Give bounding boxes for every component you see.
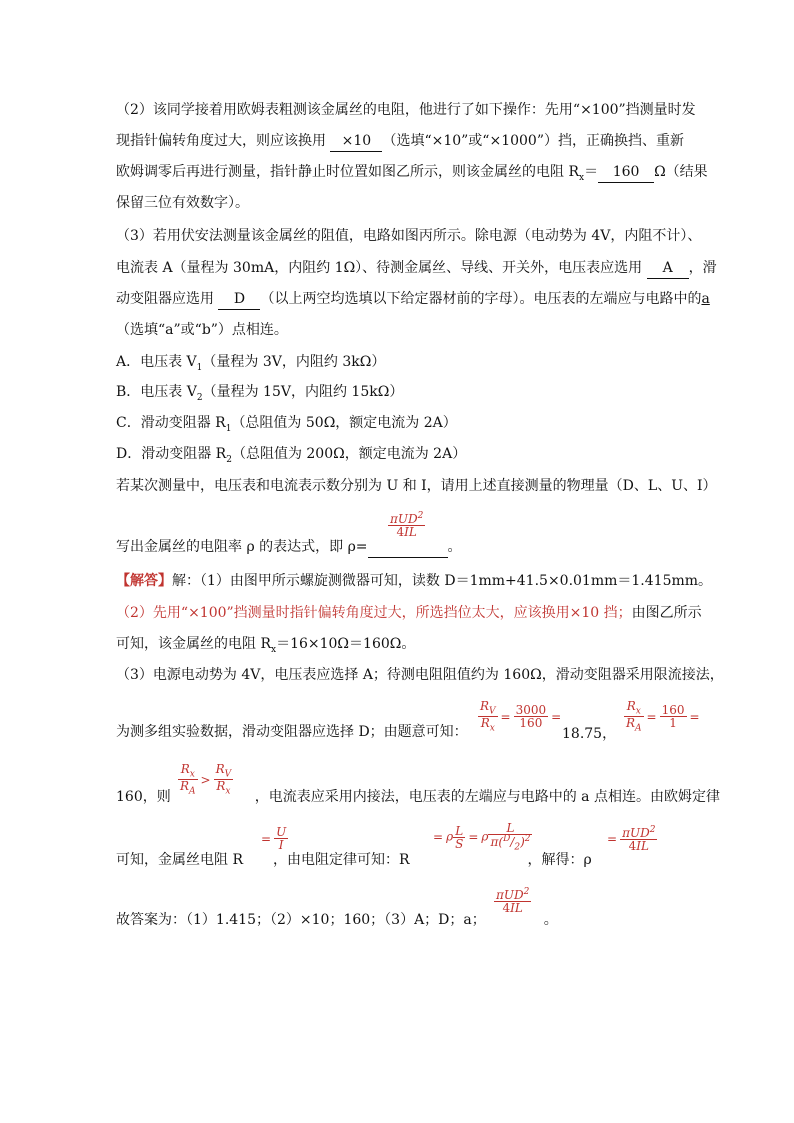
question-3-line-1: （3）若用伏安法测量该金属丝的阻值，电路如图丙所示。除电源（电动势为 4V，内阻不计）、 [116, 228, 702, 244]
formula-rv-rx: $\frac{R_V}{R_x}$ = $\frac{3000}{160}$ = [480, 699, 562, 734]
option-b: B．电压表 $V_2$（量程为 15V，内阻约 15kΩ） [116, 384, 404, 403]
formula-compare: $\frac{R_x}{R_A}$ > $\frac{R_V}{R_x}$ [180, 762, 232, 797]
answer-tag: 【解答】 [116, 573, 172, 589]
formula-resistance-law: = ρ $\frac{L}{S}$ = ρ $\frac{L}{\pi(^D/_2)^2}$ [433, 821, 531, 853]
answer-line-2: （2）先用“×100”挡测量时指针偏转角度过大，所选挡位太大，应该换用×10 挡；由图乙所示 [116, 605, 702, 621]
question-3-line-4: （选填“a”或“b”）点相连。 [116, 322, 288, 338]
answer-blank-rho [368, 537, 448, 558]
option-d: D．滑动变阻器 $R_2$（总阻值为 200Ω，额定电流为 2A） [116, 446, 467, 465]
question-2-line-1: （2）该同学接着用欧姆表粗测该金属丝的电阻，他进行了如下操作：先用“×100”挡测量时发 [116, 102, 696, 118]
measurement-line: 若某次测量中，电压表和电流表示数分别为 U 和 I，请用上述直接测量的物理量（D、L、U、I） [116, 478, 717, 494]
option-c: C．滑动变阻器 $R_1$（总阻值为 50Ω，额定电流为 2A） [116, 415, 457, 434]
answer-blank-point: a [701, 291, 710, 307]
answer-line-5: 为测多组实验数据，滑动变阻器应选择 D；由题意可知： [116, 724, 468, 740]
answer-blank-range: ×10 [330, 131, 382, 152]
question-3-line-3: 动变阻器应选用 D （以上两空均选填以下给定器材前的字母）。电压表的左端应与电路中的a [116, 289, 710, 310]
formula-rho-final: $\frac{\pi UD^2}{4IL}$ [496, 887, 530, 915]
question-2-line-4: 保留三位有效数字）。 [116, 195, 249, 211]
question-2-line-2: 现指针偏转角度过大，则应该换用 ×10 （选填“×10”或“×1000”）挡，正确换挡、重新 [116, 131, 684, 152]
question-2-line-3: 欧姆调零后再进行测量，指针静止时位置如图乙所示，则该金属丝的电阻 $R_x= 160$ Ω（结果 [116, 164, 708, 183]
formula-rho-result: = $\frac{\pi UD^2}{4IL}$ [607, 825, 656, 853]
formula-rx-ra: $\frac{R_x}{R_A}$ = $\frac{160}{1}$ = [626, 699, 700, 734]
resistivity-line: 写出金属丝的电阻率 ρ 的表达式，即 ρ= 。 [116, 537, 462, 558]
option-a: A．电压表 $V_1$（量程为 3V，内阻约 3kΩ） [116, 354, 386, 373]
answer-blank-voltmeter: A [647, 258, 689, 279]
answer-blank-rheostat: D [218, 289, 260, 310]
final-answer-line: 故答案为：（1）1.415；（2）×10；160；（3）A；D；a； 。 [116, 912, 558, 928]
answer-line-1: 【解答】解：（1）由图甲所示螺旋测微器可知，读数 D＝1mm+41.5×0.01mm＝1.415mm。 [116, 573, 713, 589]
answer-line-4: （3）电源电动势为 4V，电压表应选择 A；待测电阻阻值约为 160Ω，滑动变阻器采用限流接法， [116, 667, 724, 683]
formula-ohm: = $\frac{U}{I}$ [261, 825, 287, 852]
formula-rho-blank: $\frac{\pi UD^2}{4IL}$ [390, 511, 424, 539]
answer-blank-resistance: 160 [598, 162, 654, 183]
answer-line-3: 可知，该金属丝的电阻 $R_x=16\times 10\Omega=160\Omega$。 [116, 636, 416, 655]
answer-ratio-value: 18.75， [562, 726, 617, 742]
answer-line-7: 可知，金属丝电阻 R ，由电阻定律可知：R ，解得：ρ [116, 852, 592, 868]
question-3-line-2: 电流表 A（量程为 30mA，内阻约 1Ω）、待测金属丝、导线、开关外，电压表应选用 A ，滑 [116, 258, 717, 279]
answer-line-6: 160，则 ，电流表应采用内接法，电压表的左端应与电路中的 a 点相连。由欧姆定律 [116, 789, 720, 805]
